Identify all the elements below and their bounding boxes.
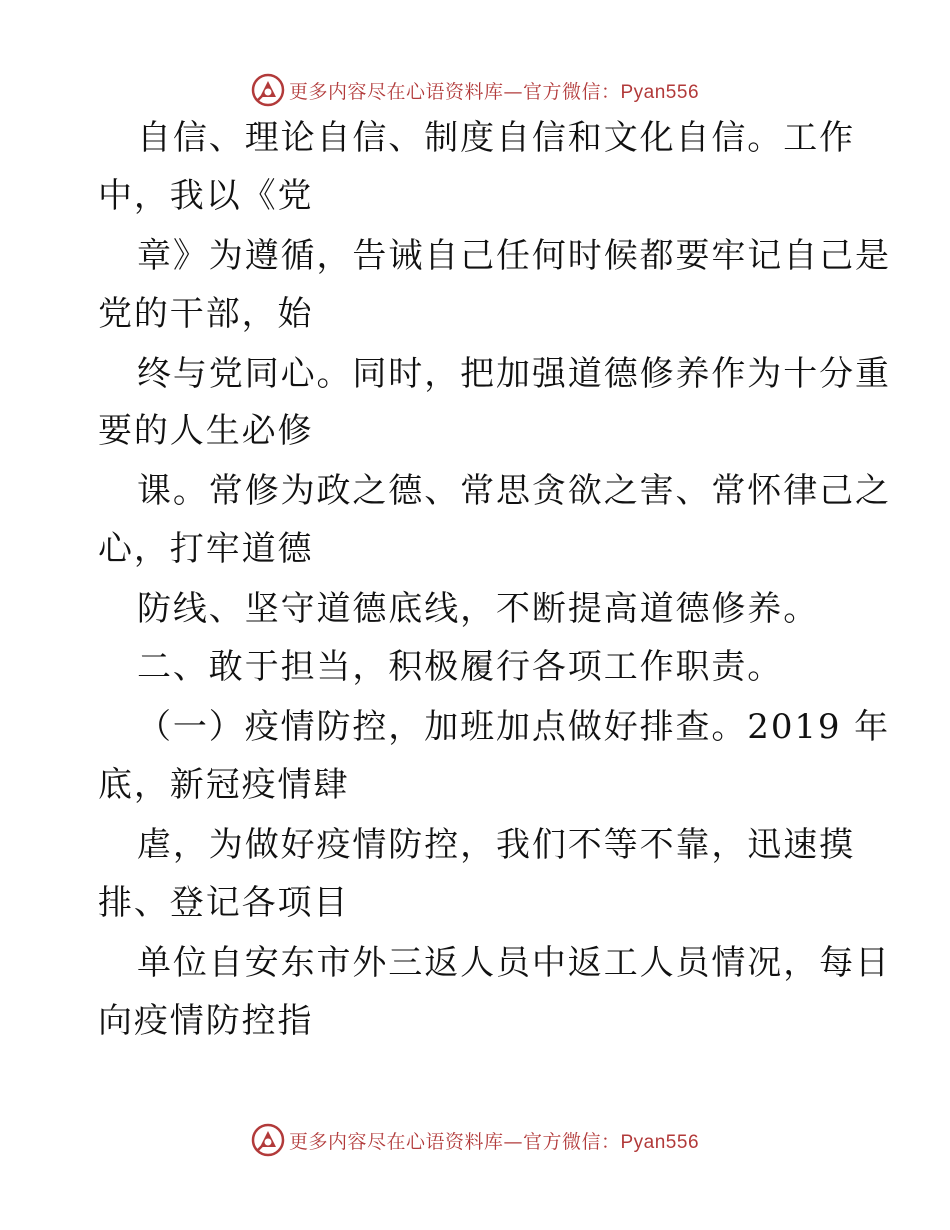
- watermark-text: [289, 1127, 699, 1154]
- paragraph-line: 终与党同心。同时，把加强道德修养作为十分重: [137, 354, 891, 394]
- paragraph-line: 排、登记各项目: [98, 883, 350, 923]
- watermark-wechat-id: Pyan556: [620, 1131, 700, 1153]
- paragraph-line: 心，打牢道德: [98, 529, 314, 569]
- paragraph-line: 课。常修为政之德、常思贪欲之害、常怀律己之: [137, 471, 891, 511]
- paragraph-line: 中，我以《党: [98, 176, 314, 216]
- paragraph-line: 单位自安东市外三返人员中返工人员情况，每日: [137, 943, 891, 983]
- section-heading: 二、敢于担当，积极履行各项工作职责。: [137, 647, 784, 687]
- paragraph-line: （一）疫情防控，加班加点做好排查。2019 年: [137, 707, 891, 747]
- paragraph-line: 底，新冠疫情肆: [98, 765, 350, 805]
- paragraph-line: 虐，为做好疫情防控，我们不等不靠，迅速摸: [137, 825, 855, 865]
- paragraph-line: 党的干部，始: [98, 294, 314, 334]
- watermark-label: 更多内容尽在心语资料库—官方微信：: [288, 80, 621, 103]
- bookmark-logo-icon: [251, 1123, 285, 1157]
- paragraph-line: 要的人生必修: [98, 411, 314, 451]
- watermark-label: 更多内容尽在心语资料库—官方微信：: [288, 1130, 621, 1153]
- watermark-wechat-id: Pyan556: [620, 81, 700, 103]
- bookmark-logo-icon: [251, 73, 285, 107]
- watermark-text: [289, 77, 699, 104]
- footer-watermark: [0, 1120, 950, 1160]
- paragraph-line: 向疫情防控指: [98, 1001, 314, 1041]
- header-watermark: [0, 70, 950, 110]
- paragraph-line: 防线、坚守道德底线，不断提高道德修养。: [137, 589, 820, 629]
- paragraph-line: 章》为遵循，告诫自己任何时候都要牢记自己是: [137, 236, 891, 276]
- paragraph-line: 自信、理论自信、制度自信和文化自信。工作: [137, 118, 855, 158]
